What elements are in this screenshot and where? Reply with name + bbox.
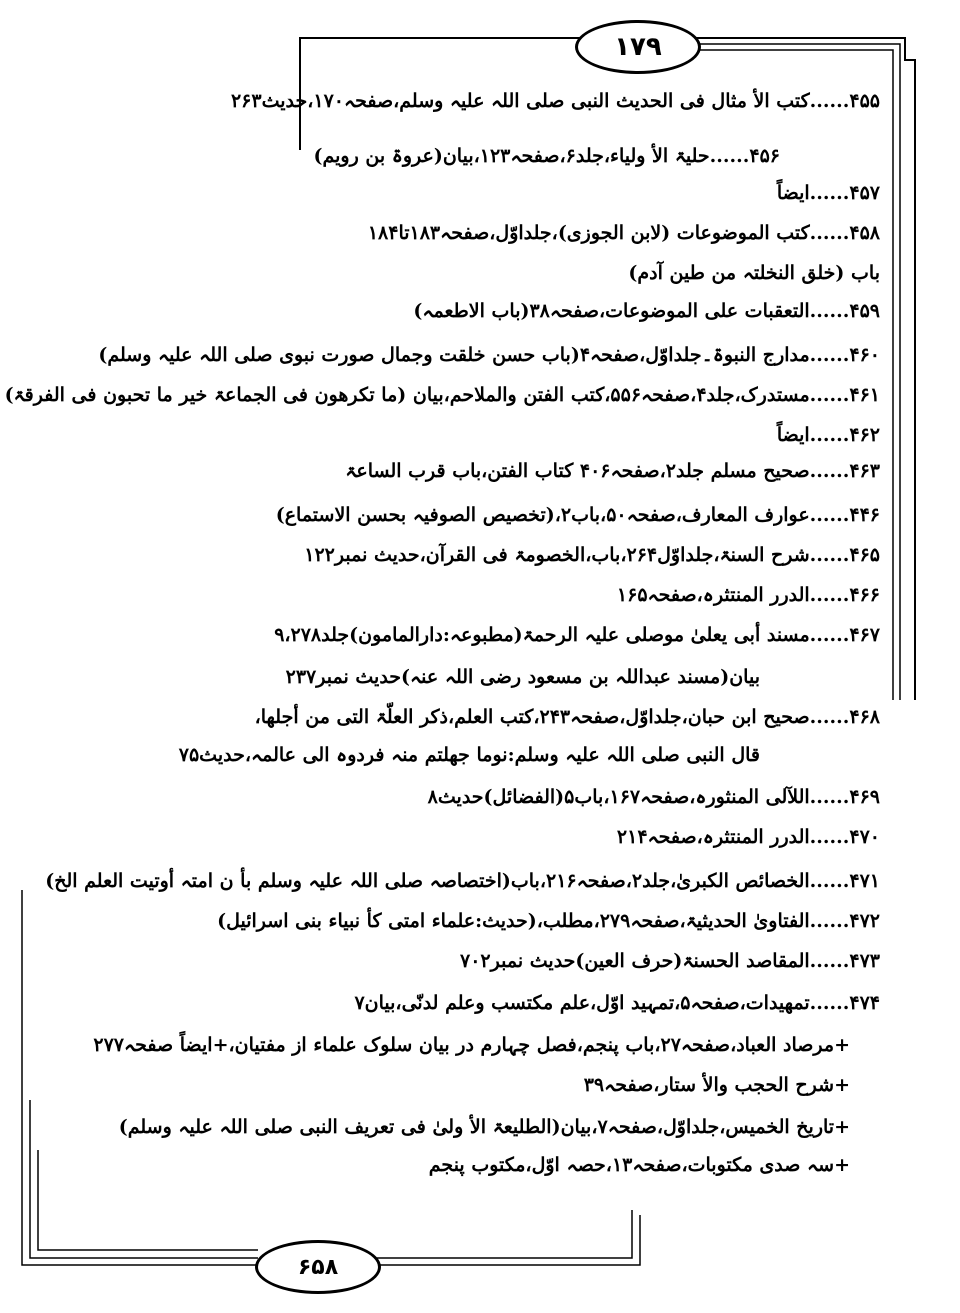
- reference-line: ۴۶۰......مدارج النبوۃ۔جلداوّل،صفحہ۴(باب حسن خلقت وجمال صورت نبوی صلی اللہ علیہ وسلم): [98, 344, 880, 366]
- reference-line: ۴۵۷......ایضاً: [776, 182, 880, 204]
- reference-line: ۴۶۱......مستدرک،جلد۴،صفحہ۵۵۶،کتب الفتن والملاحم،بیان (ما تکرھون فی الجماعۃ خیر ما تحبون فی الفرقۃ): [4, 384, 880, 406]
- reference-line: ۴۶۸......صحیح ابن حبان،جلداوّل،صفحہ۲۴۳،کتب العلم،ذکر العلّۃ التی من أجلھا،: [254, 706, 880, 728]
- reference-line: بیان(مسند عبداللہ بن مسعود رضی اللہ عنہ)حدیث نمبر۲۳۷: [285, 666, 760, 688]
- reference-line: باب (خلق النخلتہ من طین آدم): [628, 262, 880, 284]
- reference-line: ۴۷۰......الدرر المنتثرہ،صفحہ۲۱۴: [616, 826, 880, 848]
- reference-line: ۴۷۳......المقاصد الحسنۃ(حرف العین)حدیث نمبر۷۰۲: [460, 950, 880, 972]
- reference-line: +مرصاد العباد،صفحہ۲۷،باب پنجم،فصل چہارم در بیان سلوک علماء از مفتیان،+ایضاً صفحہ۲۷۷: [93, 1034, 850, 1056]
- reference-line: ۴۶۹......اللآلی المنثورہ،صفحہ۱۶۷،باب۵(الفضائل)حدیث۸: [427, 786, 880, 808]
- reference-line: ۴۷۴......تمھیدات،صفحہ۵،تمہید اوّل،علم مکتسب وعلم لدنّی،بیان۷: [354, 992, 880, 1014]
- reference-line: ۴۵۹......التعقبات علی الموضوعات،صفحہ۳۸(باب الاطعمہ): [413, 300, 880, 322]
- reference-line: +شرح الحجب والأ ستار،صفحہ۳۹: [583, 1074, 850, 1096]
- reference-line: ۴۴۶......عوارف المعارف،صفحہ۵۰،باب۲،(تخصیص الصوفیہ بحسن الاستماع): [275, 504, 880, 526]
- reference-line: ۴۶۷......مسند أبی یعلیٰ موصلی علیہ الرحمۃ(مطبوعہ:دارالمامون)جلد۹،۲۷۸: [274, 624, 880, 646]
- page-number-top: ۱۷۹: [575, 20, 701, 74]
- reference-line: ۴۶۶......الدرر المنتثرہ،صفحہ۱۶۵: [616, 584, 880, 606]
- reference-line: +تاریخ الخمیس،جلداوّل،صفحہ۷،بیان(الطلیعۃ الأ ولیٰ فی تعریف النبی صلی اللہ علیہ وسلم): [118, 1116, 850, 1138]
- reference-line: +سہ صدی مکتوبات،صفحہ۱۳،حصہ اوّل،مکتوب پنجم: [428, 1154, 850, 1176]
- reference-line: ۴۶۵......شرح السنۃ،جلداوّل۲۶۴،باب،الخصومۃ فی القرآن،حدیث نمبر۱۲۲: [304, 544, 880, 566]
- reference-line: ۴۶۲......ایضاً: [776, 424, 880, 446]
- page-number-bottom: ۶۵۸: [255, 1240, 381, 1294]
- reference-line: ۴۷۲......الفتاویٰ الحدیثیۃ،صفحہ۲۷۹،مطلب،(حدیث:علماء امتی کأ نبیاء بنی اسرائیل): [217, 910, 880, 932]
- reference-line: ۴۷۱......الخصائص الکبریٰ،جلد۲،صفحہ۲۱۶،باب(اختصاصہ صلی اللہ علیہ وسلم بأ ن امتہ أوتیت العلم الخ): [45, 870, 880, 892]
- reference-line: ۴۵۵......کتب الأ مثال فی الحدیث النبی صلی اللہ علیہ وسلم،صفحہ۱۷۰،حدیث۲۶۳: [230, 90, 880, 112]
- reference-line: ۴۵۶......حلیۃ الأ ولیاء،جلد۶،صفحہ۱۲۳،بیان(عروۃ بن رویم): [313, 145, 780, 167]
- reference-line: ۴۶۳......صحیح مسلم جلد۲،صفحہ۴۰۶ کتاب الفتن،باب قرب الساعۃ: [345, 460, 880, 482]
- reference-line: قال النبی صلی اللہ علیہ وسلم:نوما جھلتم منہ فردوہ الی عالمہ،حدیث۷۵: [178, 744, 760, 766]
- reference-line: ۴۵۸......کتب الموضوعات (لابن الجوزی)،جلداوّل،صفحہ۱۸۳تا۱۸۴: [367, 222, 880, 244]
